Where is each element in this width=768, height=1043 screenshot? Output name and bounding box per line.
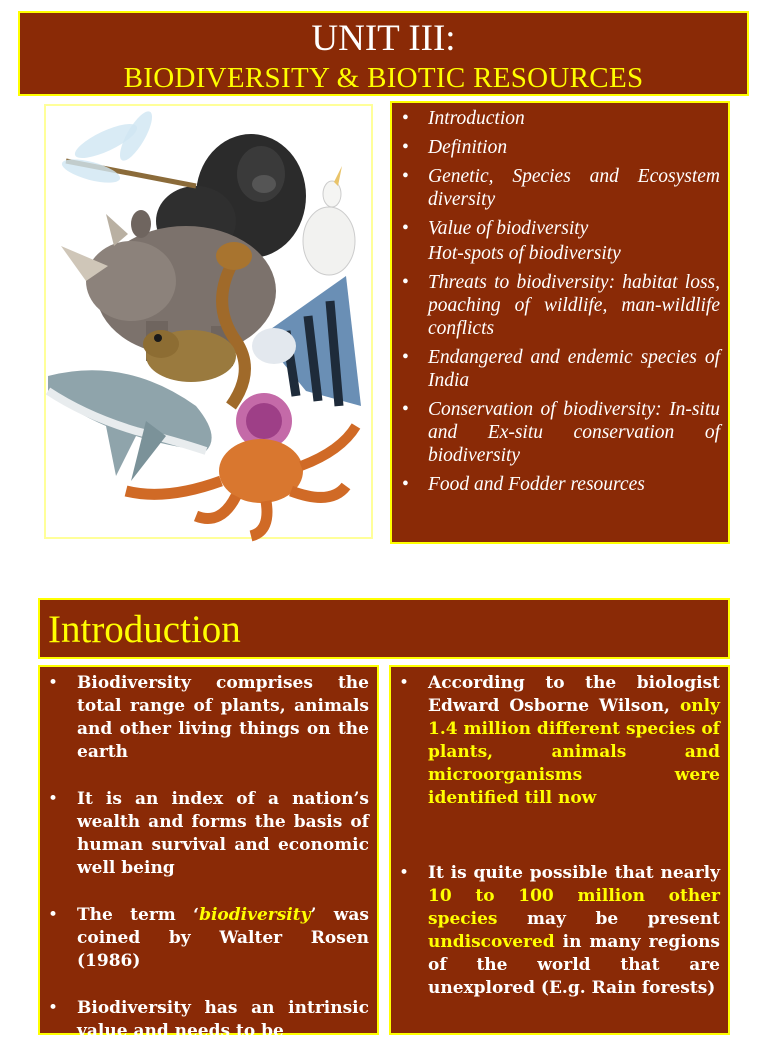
list-item: • Biodiversity has an intrinsic value and needs to be: [48, 998, 369, 1041]
topic-item: • Definition: [402, 137, 508, 158]
topic-item: • Food and Fodder resources: [402, 474, 645, 495]
list-item: • Biodiversity comprises the total range of plants, animals and other living things on the earth: [48, 673, 369, 762]
topic-item: Hot-spots of biodiversity: [428, 243, 621, 264]
highlight-text: 10 to 100 million other species: [428, 886, 720, 929]
unit-title: UNIT III:: [311, 18, 456, 59]
bullet-icon: •: [402, 166, 409, 187]
topic-item: • Threats to biodiversity: habitat loss, poaching of wildlife, man-wildlife conflicts: [402, 272, 720, 339]
bullet-icon: •: [402, 108, 409, 129]
highlight-text: only 1.4 million different species of plants, animals and microorganisms were identified till now: [428, 696, 720, 808]
biodiversity-collage-image: [44, 104, 373, 539]
intro-left-panel: [38, 665, 379, 1041]
bullet-icon: •: [402, 272, 409, 293]
topic-item: • Value of biodiversity: [402, 218, 589, 239]
bullet-icon: •: [402, 399, 409, 420]
list-item: • It is quite possible that nearly 10 to 100 million other species may be present undiscovered in many regions of the world that are unexplored (E.g. Rain forests): [399, 863, 720, 998]
highlight-text: undiscovered: [428, 932, 555, 952]
bullet-icon: •: [402, 474, 409, 495]
list-item: • It is an index of a nation’s wealth and forms the basis of human survival and economic well being: [48, 789, 369, 878]
topic-item: • Conservation of biodiversity: In-situ and Ex-situ conservation of biodiversity: [402, 399, 720, 466]
list-item: • The term ‘biodiversity’ was coined by Walter Rosen (1986): [48, 905, 369, 971]
section-heading: Introduction: [48, 608, 241, 651]
intro-right-panel: [389, 665, 730, 1035]
bullet-icon: •: [402, 137, 409, 158]
title-banner: [18, 11, 749, 96]
bullet-icon: •: [48, 673, 59, 693]
list-item: • According to the biologist Edward Osborne Wilson, only 1.4 million different species of plants, animals and microorganisms were identified till now: [399, 673, 720, 808]
animal-collage-illustration: [46, 106, 371, 537]
topics-panel: [390, 101, 730, 544]
topics-list: [400, 107, 720, 496]
section-heading-box: [38, 598, 730, 659]
intro-left-list: [48, 672, 369, 1043]
bullet-icon: •: [48, 789, 59, 809]
topic-item: • Genetic, Species and Ecosystem diversity: [402, 166, 720, 210]
bullet-icon: •: [48, 905, 59, 925]
unit-subtitle: BIODIVERSITY & BIOTIC RESOURCES: [123, 62, 644, 94]
bullet-icon: •: [399, 673, 410, 693]
bullet-icon: •: [402, 347, 409, 368]
topic-item: • Endangered and endemic species of India: [402, 347, 720, 391]
bullet-icon: •: [48, 998, 59, 1018]
bullet-icon: •: [399, 863, 410, 883]
biodiversity-term: biodiversity: [199, 905, 311, 925]
bullet-icon: •: [402, 218, 409, 239]
intro-right-list: [399, 672, 720, 1000]
topic-item: • Introduction: [402, 108, 525, 129]
